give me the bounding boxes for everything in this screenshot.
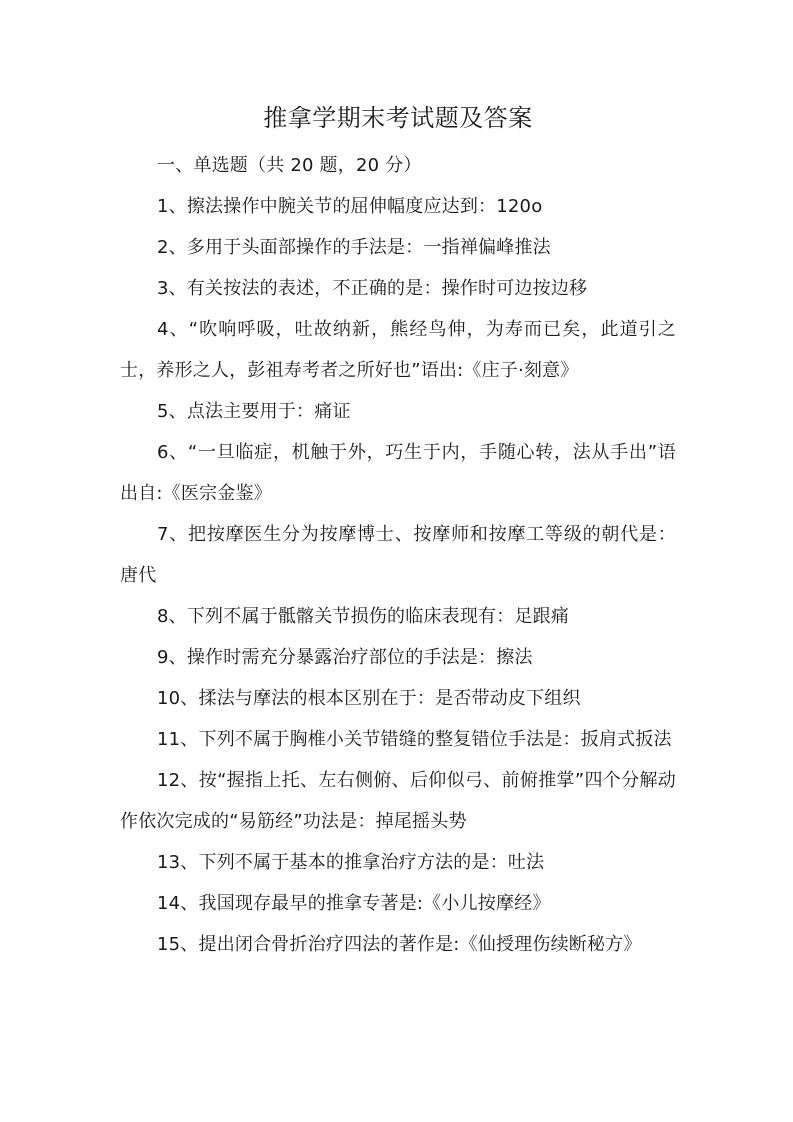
question-item: 7、把按摩医生分为按摩博士、按摩师和按摩工等级的朝代是：唐代 — [120, 524, 676, 586]
question-item: 6、“一旦临症，机触于外，巧生于内，手随心转，法从手出”语出自:《医宗金鉴》 — [120, 442, 676, 504]
question-item: 10、揉法与摩法的根本区别在于：是否带动皮下组织 — [157, 688, 581, 709]
question-item: 15、提出闭合骨折治疗四法的著作是:《仙授理伤续断秘方》 — [157, 934, 642, 955]
question-item: 1、擦法操作中腕关节的屈伸幅度应达到：120o — [157, 196, 543, 217]
question-item: 9、操作时需充分暴露治疗部位的手法是：擦法 — [157, 647, 533, 668]
question-item: 2、多用于头面部操作的手法是：一指禅偏峰推法 — [157, 237, 551, 258]
document-title: 推拿学期末考试题及答案 — [263, 104, 533, 132]
question-item: 8、下列不属于骶髂关节损伤的临床表现有：足跟痛 — [157, 606, 570, 627]
question-item: 14、我国现存最早的推拿专著是:《小儿按摩经》 — [157, 893, 551, 914]
question-item: 5、点法主要用于：痛证 — [157, 401, 351, 422]
question-item: 3、有关按法的表述，不正确的是：操作时可边按边移 — [157, 278, 588, 299]
question-item: 12、按“握指上托、左右侧俯、后仰似弓、前俯推掌”四个分解动作依次完成的“易筋经”功法是：掉尾摇头势 — [120, 770, 676, 832]
question-item: 4、“吹响呼吸，吐故纳新，熊经鸟伸，为寿而已矣，此道引之士，养形之人，彭祖寿考者之所好也”语出:《庄子·刻意》 — [120, 319, 676, 381]
question-item: 13、下列不属于基本的推拿治疗方法的是：吐法 — [157, 852, 545, 873]
section-heading: 一、单选题（共 20 题，20 分） — [157, 155, 422, 176]
document-body — [120, 145, 676, 965]
question-item: 11、下列不属于胸椎小关节错缝的整复错位手法是：扳肩式扳法 — [157, 729, 672, 750]
